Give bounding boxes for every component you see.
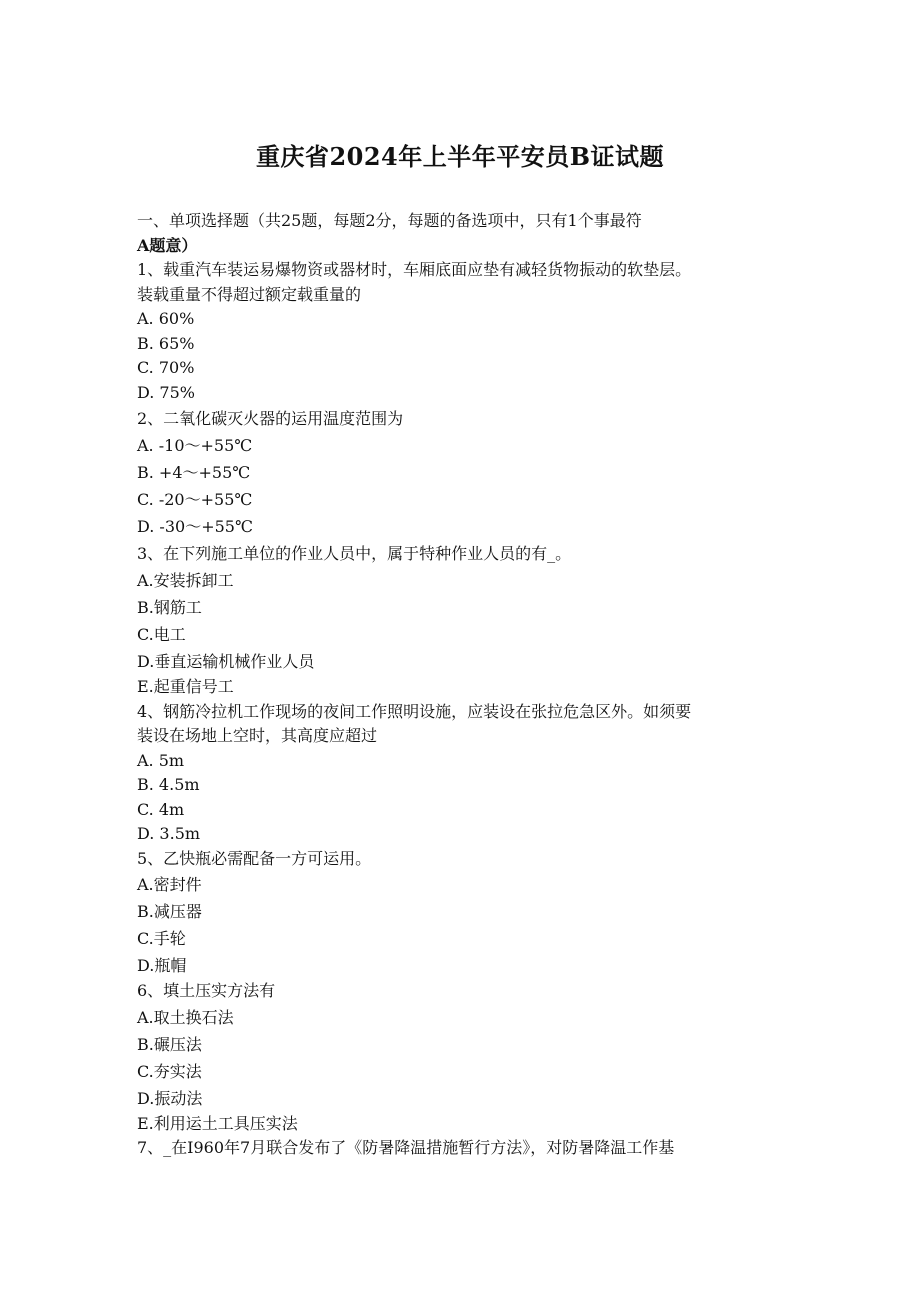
answer-option: B. 65% bbox=[137, 333, 195, 353]
answer-option: C.手轮 bbox=[137, 929, 186, 948]
answer-option: D.垂直运输机械作业人员 bbox=[137, 652, 315, 671]
section-heading-continued: A题意） bbox=[137, 235, 198, 255]
answer-option: E.起重信号工 bbox=[137, 677, 234, 696]
answer-option: A.密封件 bbox=[137, 875, 202, 894]
question-stem: 1、载重汽车装运易爆物资或器材时，车厢底面应垫有减轻货物振动的软垫层。 bbox=[137, 260, 692, 279]
question-1 bbox=[137, 258, 787, 405]
page-title: 重庆省2024年上半年平安员B证试题 bbox=[255, 142, 665, 171]
question-stem: 3、在下列施工单位的作业人员中，属于特种作业人员的有_。 bbox=[137, 544, 572, 563]
answer-option: B.减压器 bbox=[137, 902, 202, 921]
answer-option: C.夯实法 bbox=[137, 1061, 202, 1081]
exam-content bbox=[137, 209, 787, 1161]
answer-option: E.利用运土工具压实法 bbox=[137, 1113, 298, 1133]
answer-option: C.电工 bbox=[137, 625, 186, 644]
question-7 bbox=[137, 1136, 787, 1161]
answer-option: B.钢筋工 bbox=[137, 598, 202, 617]
answer-option: D. -30～+55℃ bbox=[137, 517, 253, 536]
question-stem: 装设在场地上空时，其高度应超过 bbox=[137, 726, 378, 745]
question-5 bbox=[137, 847, 787, 980]
answer-option: A.安装拆卸工 bbox=[137, 571, 234, 590]
answer-option: D. 75% bbox=[137, 382, 195, 402]
section-heading: 一、单项选择题（共25题，每题2分，每题的备选项中，只有1个事最符 bbox=[137, 211, 642, 230]
answer-option: D.瓶帽 bbox=[137, 956, 187, 975]
answer-option: A.取土换石法 bbox=[137, 1007, 234, 1027]
question-2 bbox=[137, 405, 787, 540]
question-stem: 5、乙快瓶必需配备一方可运用。 bbox=[137, 848, 372, 868]
question-stem: 装载重量不得超过额定载重量的 bbox=[137, 284, 362, 304]
answer-option: B.碾压法 bbox=[137, 1034, 202, 1054]
question-4 bbox=[137, 700, 787, 847]
answer-option: B. 4.5m bbox=[137, 775, 200, 794]
answer-option: A. -10～+55℃ bbox=[137, 436, 253, 455]
question-3 bbox=[137, 540, 787, 700]
answer-option: D. 3.5m bbox=[137, 824, 201, 843]
answer-option: B. +4～+55℃ bbox=[137, 463, 251, 482]
answer-option: C. -20～+55℃ bbox=[137, 490, 253, 509]
question-6 bbox=[137, 979, 787, 1136]
answer-option: D.振动法 bbox=[137, 1088, 203, 1108]
answer-option: C. 70% bbox=[137, 358, 195, 377]
answer-option: C. 4m bbox=[137, 799, 185, 819]
answer-option: A. 60% bbox=[137, 309, 195, 328]
question-stem: 2、二氧化碳灭火器的运用温度范围为 bbox=[137, 409, 404, 428]
question-stem: 4、钢筋冷拉机工作现场的夜间工作照明设施，应装设在张拉危急区外。如须要 bbox=[137, 701, 692, 721]
question-stem: 7、_在I960年7月联合发布了《防暑降温措施暂行方法》，对防暑降温工作基 bbox=[137, 1138, 675, 1157]
answer-option: A. 5m bbox=[137, 750, 185, 770]
question-stem: 6、填土压实方法有 bbox=[137, 981, 276, 1000]
